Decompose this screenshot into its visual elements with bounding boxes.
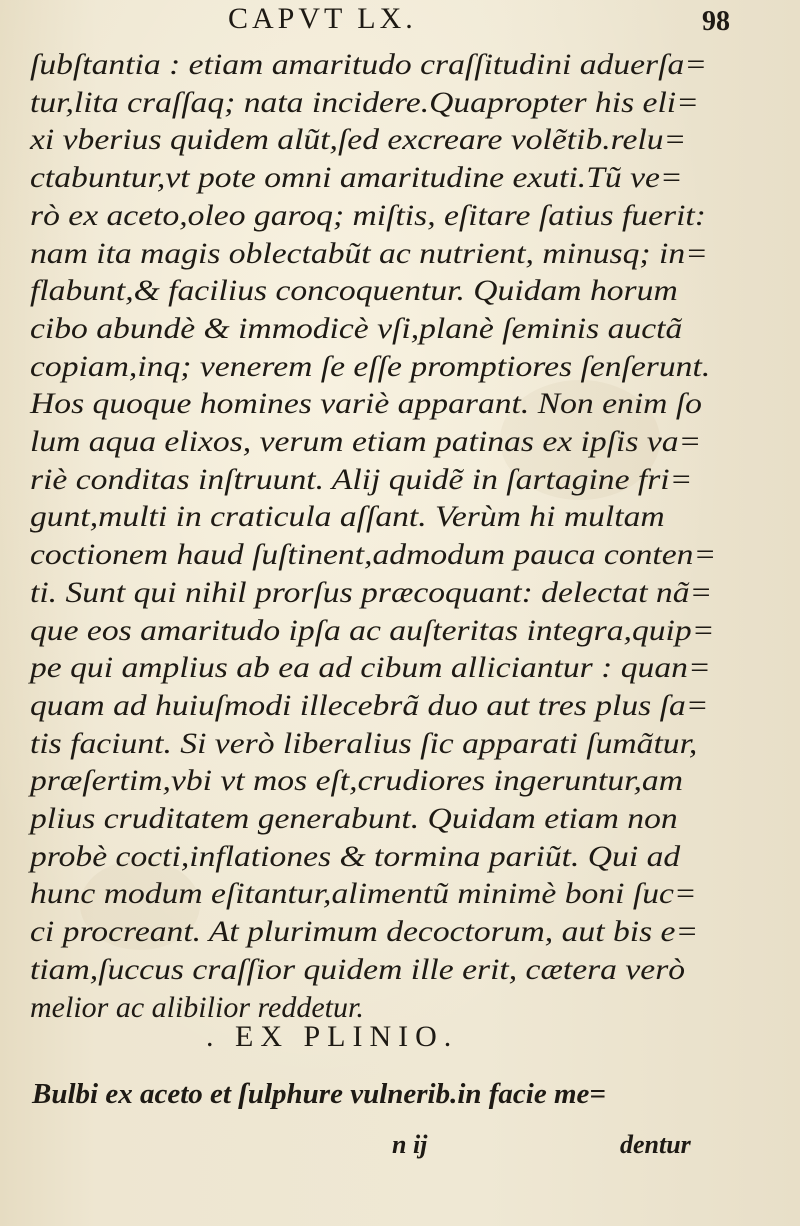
section-first-line: Bulbi ex aceto et ſulphure vulnerib.in facie me= (32, 1078, 606, 1110)
text-line: copiam,inq; venerem ſe eſſe promptiores ſenſerunt. (30, 349, 711, 383)
section-heading: . EX PLINIO. (206, 1020, 459, 1053)
page-header (0, 2, 800, 42)
text-line: ci procreant. At plurimum decoctorum, aut bis e= (30, 915, 699, 949)
text-line: præſertim,vbi vt mos eſt,crudiores ingeruntur,am (30, 764, 683, 798)
text-line: xi vberius quidem alũt,ſed excreare volẽtib.relu= (30, 123, 687, 157)
text-line: riè conditas inſtruunt. Alij quidẽ in ſartagine fri= (30, 462, 693, 496)
signature-mark: n ij (392, 1130, 428, 1159)
page-number: 98 (702, 6, 730, 37)
text-line: cibo abundè & immodicè vſi,planè ſeminis auctã (30, 311, 683, 345)
text-line: gunt,multi in craticula aſſant. Verùm hi multam (30, 500, 665, 534)
text-line: tiam,ſuccus craſſior quidem ille erit, cætera verò (30, 952, 686, 986)
text-line: nam ita magis oblectabũt ac nutrient, minusq; in= (30, 236, 708, 270)
text-line: pe qui amplius ab ea ad cibum alliciantur : quan= (30, 651, 711, 685)
text-line: ſubſtantia : etiam amaritudo craſſitudini aduerſa= (30, 48, 707, 81)
running-head: CAPVT LX. (228, 2, 417, 35)
catchword: dentur (620, 1130, 691, 1159)
text-line: que eos amaritudo ipſa ac auſteritas integra,quip= (30, 613, 715, 647)
text-line: hunc modum eſitantur,alimentũ minimè boni ſuc= (30, 877, 697, 911)
page-footer (0, 1130, 800, 1170)
text-line: flabunt,& facilius concoquentur. Quidam horum (30, 274, 678, 308)
text-line: lum aqua elixos, verum etiam patinas ex ipſis va= (30, 425, 702, 458)
text-line: melior ac alibilior reddetur. (30, 990, 364, 1024)
text-line: ctabuntur,vt pote omni amaritudine exuti.Tũ ve= (30, 161, 683, 195)
text-line: tur,lita craſſaq; nata incidere.Quapropter his eli= (30, 85, 699, 119)
text-line: Hos quoque homines variè apparant. Non enim ſo (30, 387, 702, 421)
text-line: plius cruditatem generabunt. Quidam etiam non (30, 802, 678, 835)
text-line: ti. Sunt qui nihil prorſus præcoquant: delectat nã= (30, 575, 713, 609)
text-line: rò ex aceto,oleo garoq; miſtis, eſitare ſatius fuerit: (30, 198, 706, 232)
text-line: quam ad huiuſmodi illecebrã duo aut tres plus ſa= (30, 688, 709, 722)
text-line: tis faciunt. Si verò liberalius ſic apparati ſumãtur, (30, 726, 698, 760)
text-line: coctionem haud ſuſtinent,admodum pauca conten= (30, 538, 717, 572)
text-line: probè cocti,inflationes & tormina pariũt. Qui ad (30, 839, 681, 873)
